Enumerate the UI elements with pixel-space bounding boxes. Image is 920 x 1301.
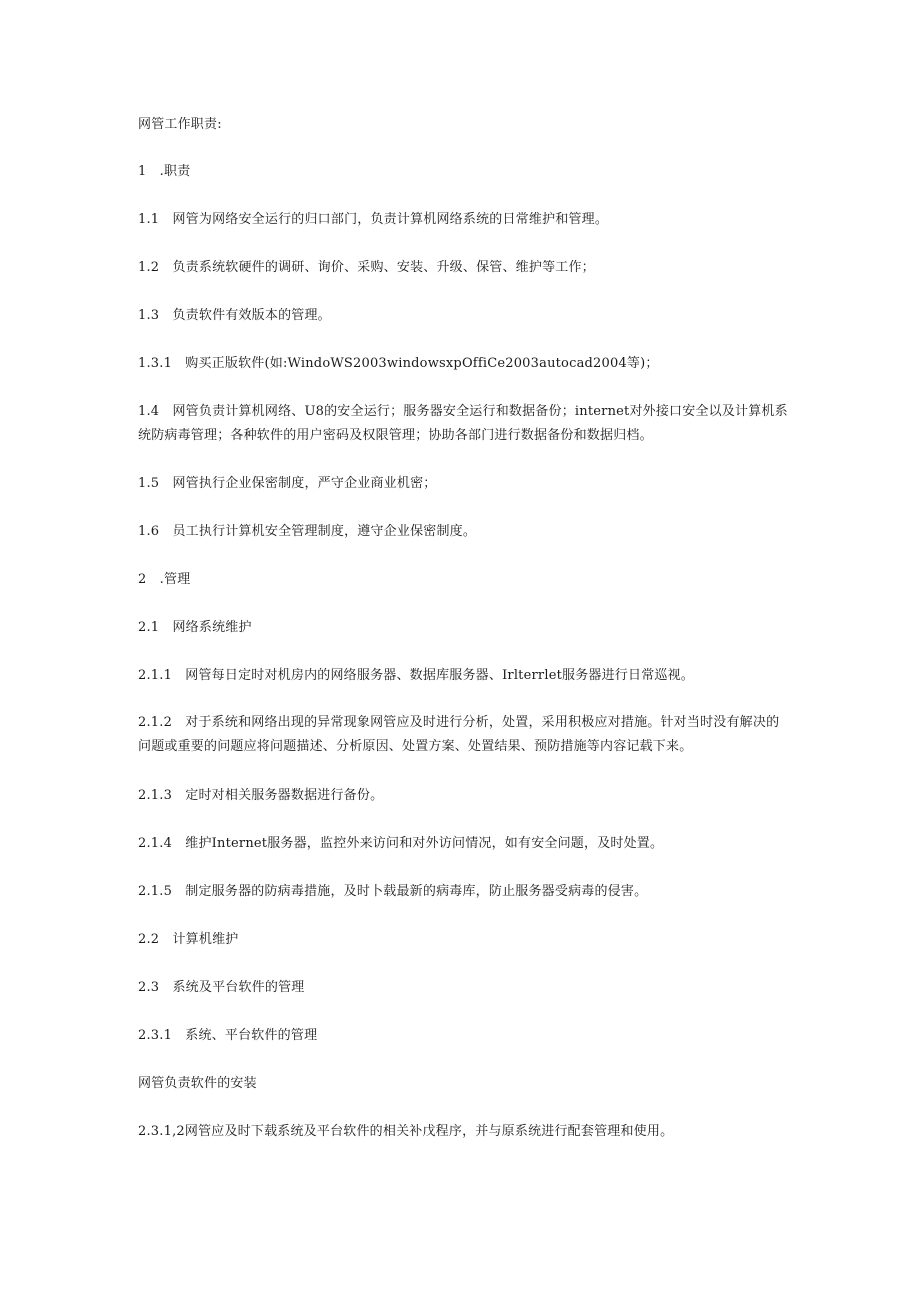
document-title: 网管工作职责: bbox=[138, 117, 222, 132]
clause-1-2: 1.2 负责系统软硬件的调研、询价、采购、安装、升级、保管、维护等工作； bbox=[138, 260, 595, 275]
clause-2-1-5: 2.1.5 制定服务器的防病毒措施，及时卜载最新的病毒库，防止服务器受病毒的侵害。 bbox=[138, 884, 648, 899]
clause-2-2: 2.2 计算机维护 bbox=[138, 932, 239, 947]
section-heading-1: 1 .职责 bbox=[138, 164, 191, 179]
clause-2-1-4: 2.1.4 维护Internet服务器，监控外来访问和对外访问情况，如有安全问题，及时处置。 bbox=[138, 836, 664, 851]
clause-2-3: 2.3 系统及平台软件的管理 bbox=[138, 980, 305, 995]
section-heading-2: 2 .管理 bbox=[138, 572, 191, 587]
clause-1-3: 1.3 负责软件有效版本的管理。 bbox=[138, 308, 331, 323]
clause-1-3-1: 1.3.1 购买正版软件(如:WindoWS2003windowsxpOffiCe2003autocad2004等)； bbox=[138, 356, 659, 371]
clause-2-3-1-2: 2.3.1,2网管应及时下载系统及平台软件的相关补戊程序，并与原系统进行配套管理和使用。 bbox=[138, 1124, 674, 1139]
clause-1-4: 1.4 网管负责计算机网络、U8的安全运行；服务器安全运行和数据备份；internet对外接口安全以及计算机系统防病毒管理；各种软件的用户密码及权限管理；协助各部门进行数据备份和数据归档。 bbox=[138, 404, 788, 443]
clause-1-6: 1.6 员工执行计算机安全管理制度，遵守企业保密制度。 bbox=[138, 524, 477, 539]
install-note: 网管负责软件的安装 bbox=[138, 1076, 257, 1091]
clause-1-5: 1.5 网管执行企业保密制度，严守企业商业机密； bbox=[138, 476, 437, 491]
clause-2-1-2: 2.1.2 对于系统和网络出现的异常现象网管应及时进行分析，处置，采用积极应对措施。针对当时没有解决的问题或重要的问题应将问题描述、分析原因、处置方案、处置结果、预防措施等内容记载下来。 bbox=[138, 715, 780, 754]
clause-2-1-3: 2.1.3 定时对相关服务器数据进行备份。 bbox=[138, 788, 384, 803]
clause-2-3-1: 2.3.1 系统、平台软件的管理 bbox=[138, 1028, 318, 1043]
clause-1-1: 1.1 网管为网络安全运行的归口部门，负责计算机网络系统的日常维护和管理。 bbox=[138, 212, 609, 227]
clause-2-1: 2.1 网络系统维护 bbox=[138, 620, 252, 635]
clause-2-1-1: 2.1.1 网管每日定时对机房内的网络服务器、数据库服务器、Irlterrlet服务器进行日常巡视。 bbox=[138, 668, 695, 683]
